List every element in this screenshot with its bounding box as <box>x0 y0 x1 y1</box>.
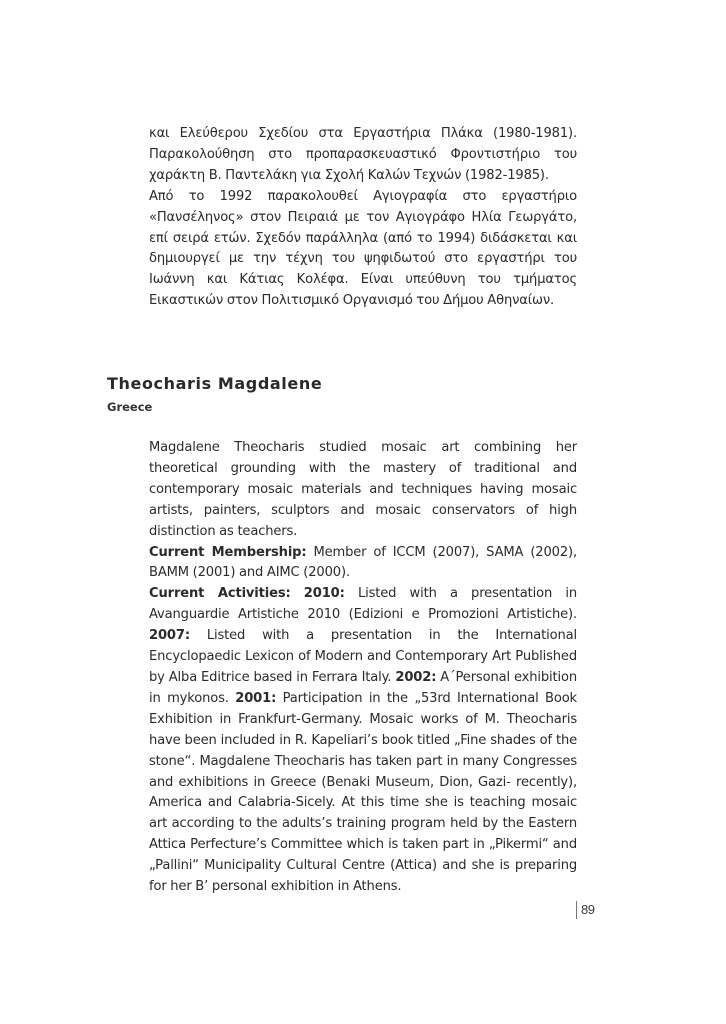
greek-paragraph: Από το 1992 παρακολουθεί Αγιογραφία στο εργαστήριο «Πανσέληνος» στον Πειραιά με τον Αγιογράφο Ηλία Γεωργάτο, επί σειρά ετών. Σχεδόν παράλληλα (από το 1994) διδάσκεται και δημιουργεί με την τέχνη του ψηφιδωτού στο εργαστήρι του Ιωάννη και Κάτιας Κολέφα. Είναι υπεύθυνη του τμήματος Εικαστικών στον Πολιτισμικό Οργανισμό του Δήμου Αθηναίων. <box>149 188 577 309</box>
activities-label: Current Activities: <box>149 586 291 602</box>
activity-year: 2010: <box>303 586 345 602</box>
artist-name-heading: Theocharis Magdalene <box>107 374 323 393</box>
artist-country: Greece <box>107 400 153 414</box>
activity-year: 2001: <box>235 690 277 706</box>
activity-text: A΄Personal exhibition in mykonos. <box>149 669 577 706</box>
intro-paragraph: Magdalene Theocharis studied mosaic art combining her theoretical grounding with the mastery of traditional and contemporary mosaic materials and techniques having mosaic artists, painters, sculptors and mosaic conservators of high distinction as teachers. <box>149 440 577 539</box>
activity-text: Listed with a presentation in the International Encyclopaedic Lexicon of Modern and Contemporary Art Published by Alba Editrice based in Ferrara Italy. <box>149 628 577 685</box>
membership-label: Current Membership: <box>149 544 307 560</box>
english-biography <box>149 438 577 898</box>
activity-text: Participation in the „53rd International Book Exhibition in Frankfurt-Germany. Mosaic works of M. Theocharis have been included in R. Kapeliari’s book titled „Fine shades of the stone“. Magdalene Theocharis has taken part in many Congresses and exhibitions in Greece (Benaki Museum, Dion, Gazi- recently), America and Calabria-Sicely. At this time she is teaching mosaic art according to the adults’s training program held by the Eastern Attica Perfecture’s Committee which is taken part in „Pikermi“ and „Pallini“ Municipality Cultural Centre (Attica) and she is preparing for her B’ personal exhibition in Athens. <box>149 690 577 895</box>
activities-paragraph <box>149 584 577 898</box>
greek-biography-continuation <box>149 124 577 312</box>
greek-paragraph: και Ελεύθερου Σχεδίου στα Εργαστήρια Πλάκα (1980-1981). Παρακολούθηση στο προπαρασκευαστικό Φροντιστήριο του χαράκτη Β. Παντελάκη για Σχολή Καλών Τεχνών (1982-1985). <box>149 126 577 183</box>
page-number: 89 <box>576 901 594 919</box>
activity-year: 2002: <box>395 669 437 685</box>
membership-text: Member of ICCM (2007), SAMA (2002), BAMM (2001) and AIMC (2000). <box>149 544 577 581</box>
activity-text: Listed with a presentation in Avanguardie Artistiche 2010 (Edizioni e Promozioni Artistiche). <box>149 586 577 623</box>
membership-paragraph <box>149 543 577 585</box>
activity-year: 2007: <box>149 628 190 644</box>
